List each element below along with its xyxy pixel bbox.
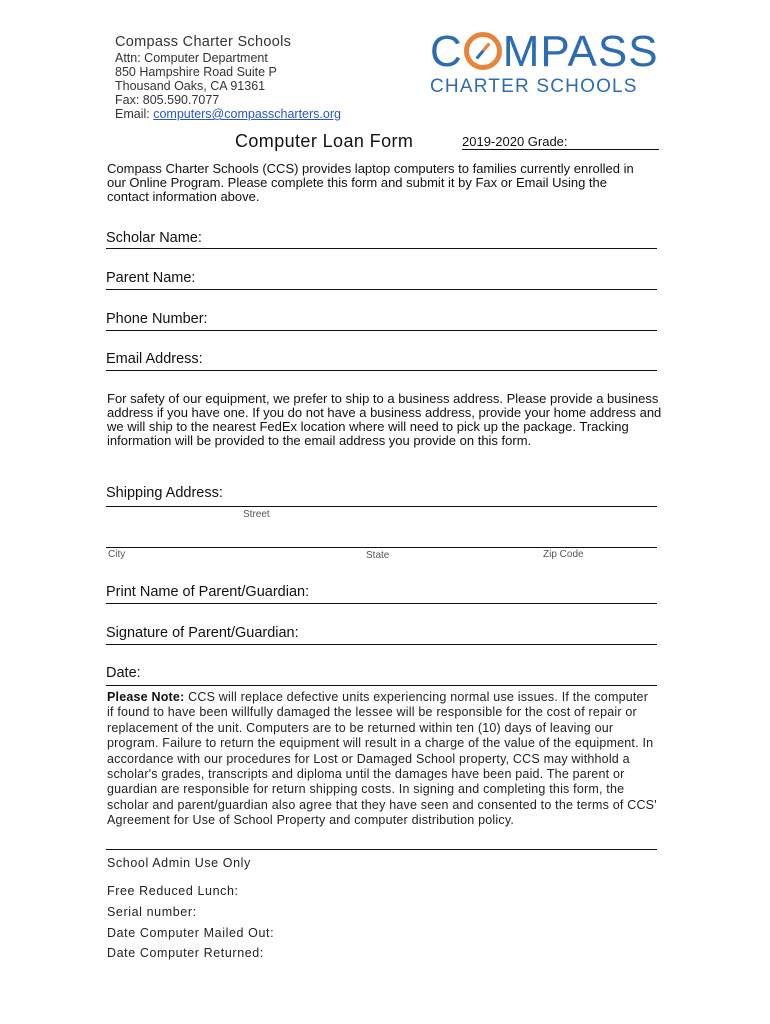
city-state-zip-field[interactable] (106, 547, 657, 548)
scholar-name-label: Scholar Name: (106, 230, 202, 246)
phone-number-label: Phone Number: (106, 311, 208, 327)
note-body: CCS will replace defective units experiencing normal use issues. If the computer if found to have been willfully damaged the lessee will be responsible for the cost of repair or replacement of the unit. Computers are to be returned within ten (10) days of leaving our program. Failure to return the equipment will result in a charge of the value of the equipment. In accordance with our procedures for Lost or Damaged School property, CCS may withhold a scholar's grades, transcripts and diploma until the damages have been paid. The parent or guardian are responsible for return shipping costs. In signing and completing this form, the scholar and parent/guardian also agree that they have seen and consented to the terms of CCS' Agreement for Use of School Property and computer distribution policy. (107, 690, 657, 828)
scholar-name-field[interactable] (106, 248, 657, 249)
serial-number-label: Serial number: (107, 905, 197, 919)
signature-label: Signature of Parent/Guardian: (106, 625, 299, 641)
admin-heading: School Admin Use Only (107, 856, 251, 870)
email-address-label: Email Address: (106, 351, 203, 367)
zip-caption: Zip Code (543, 549, 584, 560)
date-mailed-label: Date Computer Mailed Out: (107, 926, 275, 940)
note-label: Please Note: (107, 690, 185, 704)
date-label: Date: (106, 665, 141, 681)
logo-letters-mpass: MPASS (502, 27, 659, 76)
logo-letter-c: C (430, 27, 463, 76)
safety-text: For safety of our equipment, we prefer to ship to a business address. Please provide a business address if you have one. If you do not have a business address, provide your home address and we will ship to the nearest FedEx location where will need to pick up the package. Tracking information will be provided to the email address you provide on this form. (107, 391, 662, 448)
print-name-field[interactable] (106, 603, 657, 604)
free-reduced-lunch-label: Free Reduced Lunch: (107, 884, 239, 898)
email-line (115, 107, 341, 121)
date-field[interactable] (106, 685, 657, 686)
street-field[interactable] (106, 506, 657, 507)
parent-name-label: Parent Name: (106, 270, 196, 286)
email-address-field[interactable] (106, 370, 657, 371)
date-returned-label: Date Computer Returned: (107, 946, 264, 960)
fax-line: Fax: 805.590.7077 (115, 93, 220, 107)
please-note-text (107, 690, 657, 829)
org-name: Compass Charter Schools (115, 34, 292, 50)
compass-logo (430, 28, 659, 76)
attn-line: Attn: Computer Department (115, 51, 268, 65)
city-line: Thousand Oaks, CA 91361 (115, 79, 266, 93)
logo-subtitle: CHARTER SCHOOLS (430, 76, 638, 97)
street-line: 850 Hampshire Road Suite P (115, 65, 277, 79)
email-prefix: Email: (115, 107, 154, 121)
email-link[interactable]: computers@compasscharters.org (153, 107, 341, 121)
city-caption: City (108, 549, 126, 560)
admin-divider (106, 849, 657, 850)
shipping-address-label: Shipping Address: (106, 485, 223, 501)
compass-icon (464, 32, 502, 70)
year-grade-label: 2019-2020 Grade: (462, 134, 568, 149)
print-name-label: Print Name of Parent/Guardian: (106, 584, 310, 600)
intro-text: Compass Charter Schools (CCS) provides laptop computers to families currently enrolled in our Online Program. Please complete this form and submit it by Fax or Email Using the contact information above. (107, 161, 634, 204)
form-title: Computer Loan Form (235, 131, 414, 151)
street-caption: Street (243, 509, 270, 520)
state-caption: State (366, 550, 390, 561)
parent-name-field[interactable] (106, 289, 657, 290)
phone-number-field[interactable] (106, 330, 657, 331)
signature-field[interactable] (106, 644, 657, 645)
grade-field-line[interactable] (462, 149, 659, 150)
